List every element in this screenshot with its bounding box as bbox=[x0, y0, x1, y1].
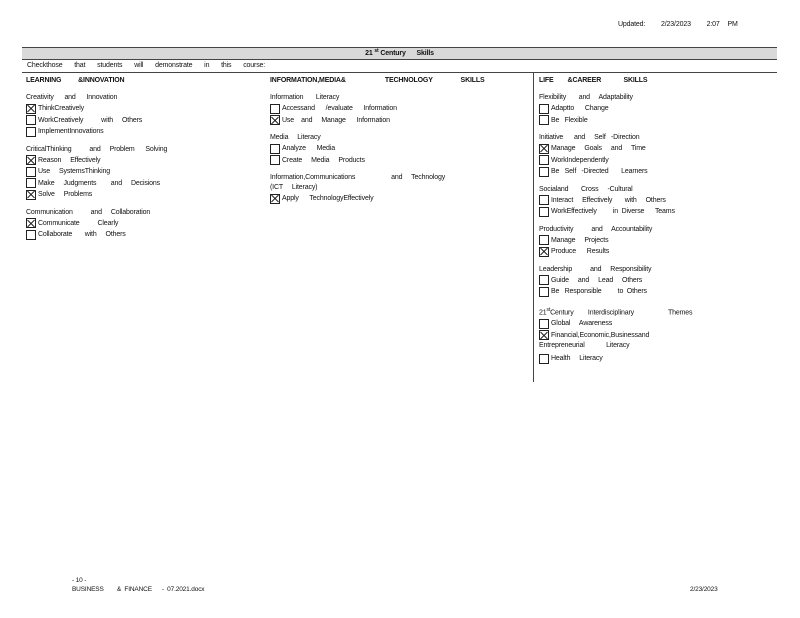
column-divider bbox=[533, 73, 534, 382]
checkbox-item[interactable] bbox=[539, 235, 719, 247]
skill-group-title bbox=[539, 185, 719, 195]
checkbox-unchecked[interactable] bbox=[26, 230, 36, 240]
checkbox-label: ImplementInnovations bbox=[38, 128, 104, 136]
checkbox-item[interactable] bbox=[539, 329, 719, 341]
checkbox-item[interactable] bbox=[26, 178, 256, 190]
title-text: Century Skills bbox=[380, 50, 434, 57]
checkbox-unchecked[interactable] bbox=[539, 167, 549, 177]
checkbox-item[interactable] bbox=[270, 193, 485, 205]
title-superscript: st bbox=[374, 48, 379, 54]
checkbox-label: Accessand /evaluate Information bbox=[282, 105, 397, 113]
checkbox-checked[interactable] bbox=[26, 104, 36, 114]
checkbox-label: Interact Effectively with Others bbox=[551, 196, 666, 204]
checkbox-unchecked[interactable] bbox=[539, 195, 549, 205]
skill-group bbox=[539, 185, 719, 218]
checkbox-unchecked[interactable] bbox=[539, 104, 549, 114]
skill-group-title-text: Leadership and Responsibility bbox=[539, 265, 652, 273]
checkbox-item[interactable] bbox=[539, 318, 719, 330]
checkbox-label: Use and Manage Information bbox=[282, 116, 390, 124]
checkbox-checked[interactable] bbox=[26, 218, 36, 228]
skill-group-title bbox=[539, 225, 719, 235]
checkbox-label: Collaborate with Others bbox=[38, 231, 126, 239]
checkbox-label: Produce Results bbox=[551, 248, 610, 256]
checkbox-label: Manage Projects bbox=[551, 236, 609, 244]
checkbox-label: Create Media Products bbox=[282, 156, 365, 164]
column-information-media-technology bbox=[270, 77, 485, 212]
skill-group-title bbox=[26, 145, 256, 155]
checkbox-item[interactable] bbox=[539, 166, 719, 178]
checkbox-unchecked[interactable] bbox=[270, 155, 280, 165]
checkbox-unchecked[interactable] bbox=[26, 115, 36, 125]
checkbox-item[interactable] bbox=[539, 246, 719, 258]
checkbox-unchecked[interactable] bbox=[270, 144, 280, 154]
checkbox-unchecked[interactable] bbox=[539, 275, 549, 285]
checkbox-label: WorkEffectively in Diverse Teams bbox=[551, 208, 675, 216]
footer-page-number: - 10 - bbox=[72, 577, 87, 584]
skill-group-title bbox=[26, 93, 256, 103]
checkbox-label: Manage Goals and Time bbox=[551, 145, 646, 153]
checkbox-item[interactable] bbox=[26, 103, 256, 115]
checkbox-item[interactable] bbox=[26, 189, 256, 201]
checkbox-label: Global Awareness bbox=[551, 320, 613, 328]
checkbox-checked[interactable] bbox=[539, 144, 549, 154]
checkbox-item[interactable] bbox=[539, 353, 719, 365]
skill-group-title-text: Socialand Cross -Cultural bbox=[539, 185, 633, 193]
checkbox-item[interactable] bbox=[270, 155, 485, 167]
skill-group-title bbox=[539, 93, 719, 103]
checkbox-item[interactable] bbox=[26, 229, 256, 241]
checkbox-item[interactable] bbox=[539, 275, 719, 287]
checkbox-item[interactable] bbox=[539, 115, 719, 127]
skill-group bbox=[26, 208, 256, 241]
checkbox-unchecked[interactable] bbox=[26, 167, 36, 177]
skill-group bbox=[270, 173, 485, 205]
skill-group-title-text: Flexibility and Adaptability bbox=[539, 94, 633, 101]
updated-label: Updated: bbox=[618, 21, 646, 28]
checkbox-unchecked[interactable] bbox=[539, 207, 549, 217]
checkbox-unchecked[interactable] bbox=[270, 104, 280, 114]
checkbox-item[interactable] bbox=[270, 103, 485, 115]
checkbox-item[interactable] bbox=[539, 155, 719, 167]
instruction-line: Checkthose that students will demonstrate in this course: bbox=[27, 62, 266, 69]
skill-group-title bbox=[270, 173, 485, 183]
column-heading: LEARNING &INNOVATION bbox=[26, 77, 125, 84]
checkbox-unchecked[interactable] bbox=[539, 354, 549, 364]
skill-group-title bbox=[26, 208, 256, 218]
skill-group bbox=[539, 93, 719, 126]
skill-group-title bbox=[539, 265, 719, 275]
checkbox-item[interactable] bbox=[539, 195, 719, 207]
skill-group bbox=[539, 265, 719, 298]
checkbox-item[interactable] bbox=[26, 126, 256, 138]
checkbox-label: Make Judgments and Decisions bbox=[38, 179, 160, 187]
skill-group-title-text: Information,Communications and Technology bbox=[270, 174, 446, 181]
checkbox-item[interactable] bbox=[26, 166, 256, 178]
checkbox-label: Analyze Media bbox=[282, 145, 335, 153]
checkbox-item[interactable] bbox=[270, 143, 485, 155]
updated-stamp bbox=[618, 21, 752, 28]
skill-group-title bbox=[270, 93, 485, 103]
updated-date: 2/23/2023 bbox=[661, 21, 691, 28]
checkbox-label: WorkIndependently bbox=[551, 156, 609, 164]
checkbox-label: Financial,Economic,Businessand bbox=[551, 331, 650, 339]
skill-group-title-text: Communication and Collaboration bbox=[26, 208, 151, 216]
checkbox-label: Apply TechnologyEffectively bbox=[282, 195, 374, 203]
column-learning-innovation bbox=[26, 77, 256, 248]
checkbox-label: Be Responsible to Others bbox=[551, 288, 647, 296]
checkbox-checked[interactable] bbox=[270, 115, 280, 125]
table-title-bar bbox=[22, 47, 777, 60]
checkbox-unchecked[interactable] bbox=[539, 235, 549, 245]
skill-group-title-text: CriticalThinking and Problem Solving bbox=[26, 145, 168, 153]
checkbox-label: Adaptto Change bbox=[551, 105, 609, 113]
skill-group-title bbox=[539, 133, 719, 143]
checkbox-label: Reason Effectively bbox=[38, 156, 101, 164]
checkbox-item[interactable] bbox=[270, 115, 485, 127]
checkbox-checked[interactable] bbox=[539, 330, 549, 340]
checkbox-label: Health Literacy bbox=[551, 355, 603, 363]
skill-group-title-text: Productivity and Accountability bbox=[539, 225, 653, 233]
checkbox-item[interactable] bbox=[539, 206, 719, 218]
checkbox-label: Communicate Clearly bbox=[38, 219, 119, 227]
header-divider bbox=[22, 72, 777, 73]
checkbox-label: Be Flexible bbox=[551, 116, 588, 124]
checkbox-label: Guide and Lead Others bbox=[551, 276, 643, 284]
checkbox-label: Use SystemsThinking bbox=[38, 168, 111, 176]
column-heading: LIFE &CAREER SKILLS bbox=[539, 77, 648, 84]
title-number: 21 bbox=[539, 308, 547, 316]
checkbox-label: Be Self -Directed Learners bbox=[551, 168, 648, 176]
skill-group-subtitle: (ICT Literacy) bbox=[270, 184, 318, 191]
checkbox-item[interactable] bbox=[26, 155, 256, 167]
skill-group bbox=[539, 225, 719, 258]
skill-group-title-text: Initiative and Self -Direction bbox=[539, 134, 640, 141]
updated-ampm: PM bbox=[727, 21, 738, 28]
checkbox-label: WorkCreatively with Others bbox=[38, 116, 143, 124]
skill-group-title-text: Creativity and Innovation bbox=[26, 94, 118, 101]
skill-group-title bbox=[270, 133, 485, 143]
checkbox-checked[interactable] bbox=[26, 190, 36, 200]
checkbox-item[interactable] bbox=[26, 218, 256, 230]
skill-group-title-text: Century Interdisciplinary Themes bbox=[550, 308, 693, 316]
skill-group-continuation: Entrepreneurial Literacy bbox=[539, 341, 630, 349]
checkbox-unchecked[interactable] bbox=[539, 115, 549, 125]
updated-time: 2:07 bbox=[706, 21, 720, 28]
skill-group-title-text: Information Literacy bbox=[270, 94, 340, 101]
skill-group bbox=[539, 133, 719, 178]
checkbox-unchecked[interactable] bbox=[26, 127, 36, 137]
title-number: 21 bbox=[365, 50, 373, 57]
footer-date: 2/23/2023 bbox=[690, 586, 718, 593]
skill-group bbox=[26, 145, 256, 201]
skill-group-title-text: Media Literacy bbox=[270, 134, 321, 141]
checkbox-item[interactable] bbox=[539, 103, 719, 115]
title-superscript: st bbox=[546, 306, 551, 313]
column-heading: INFORMATION,MEDIA& TECHNOLOGY SKILLS bbox=[270, 77, 485, 84]
skill-group bbox=[26, 93, 256, 138]
checkbox-checked[interactable] bbox=[270, 194, 280, 204]
skill-group bbox=[270, 93, 485, 126]
skill-group bbox=[539, 305, 719, 365]
checkbox-unchecked[interactable] bbox=[26, 178, 36, 188]
skill-group-title bbox=[539, 305, 719, 318]
checkbox-checked[interactable] bbox=[26, 155, 36, 165]
column-life-career bbox=[539, 77, 719, 371]
checkbox-checked[interactable] bbox=[539, 247, 549, 257]
checkbox-item[interactable] bbox=[26, 115, 256, 127]
checkbox-item[interactable] bbox=[539, 286, 719, 298]
checkbox-label: ThinkCreatively bbox=[38, 105, 84, 113]
checkbox-unchecked[interactable] bbox=[539, 287, 549, 297]
checkbox-unchecked[interactable] bbox=[539, 155, 549, 165]
checkbox-label: Solve Problems bbox=[38, 191, 93, 199]
footer-document-name: BUSINESS & FINANCE - 07.2021.docx bbox=[72, 586, 205, 593]
checkbox-unchecked[interactable] bbox=[539, 319, 549, 329]
checkbox-item[interactable] bbox=[539, 143, 719, 155]
skill-group bbox=[270, 133, 485, 166]
